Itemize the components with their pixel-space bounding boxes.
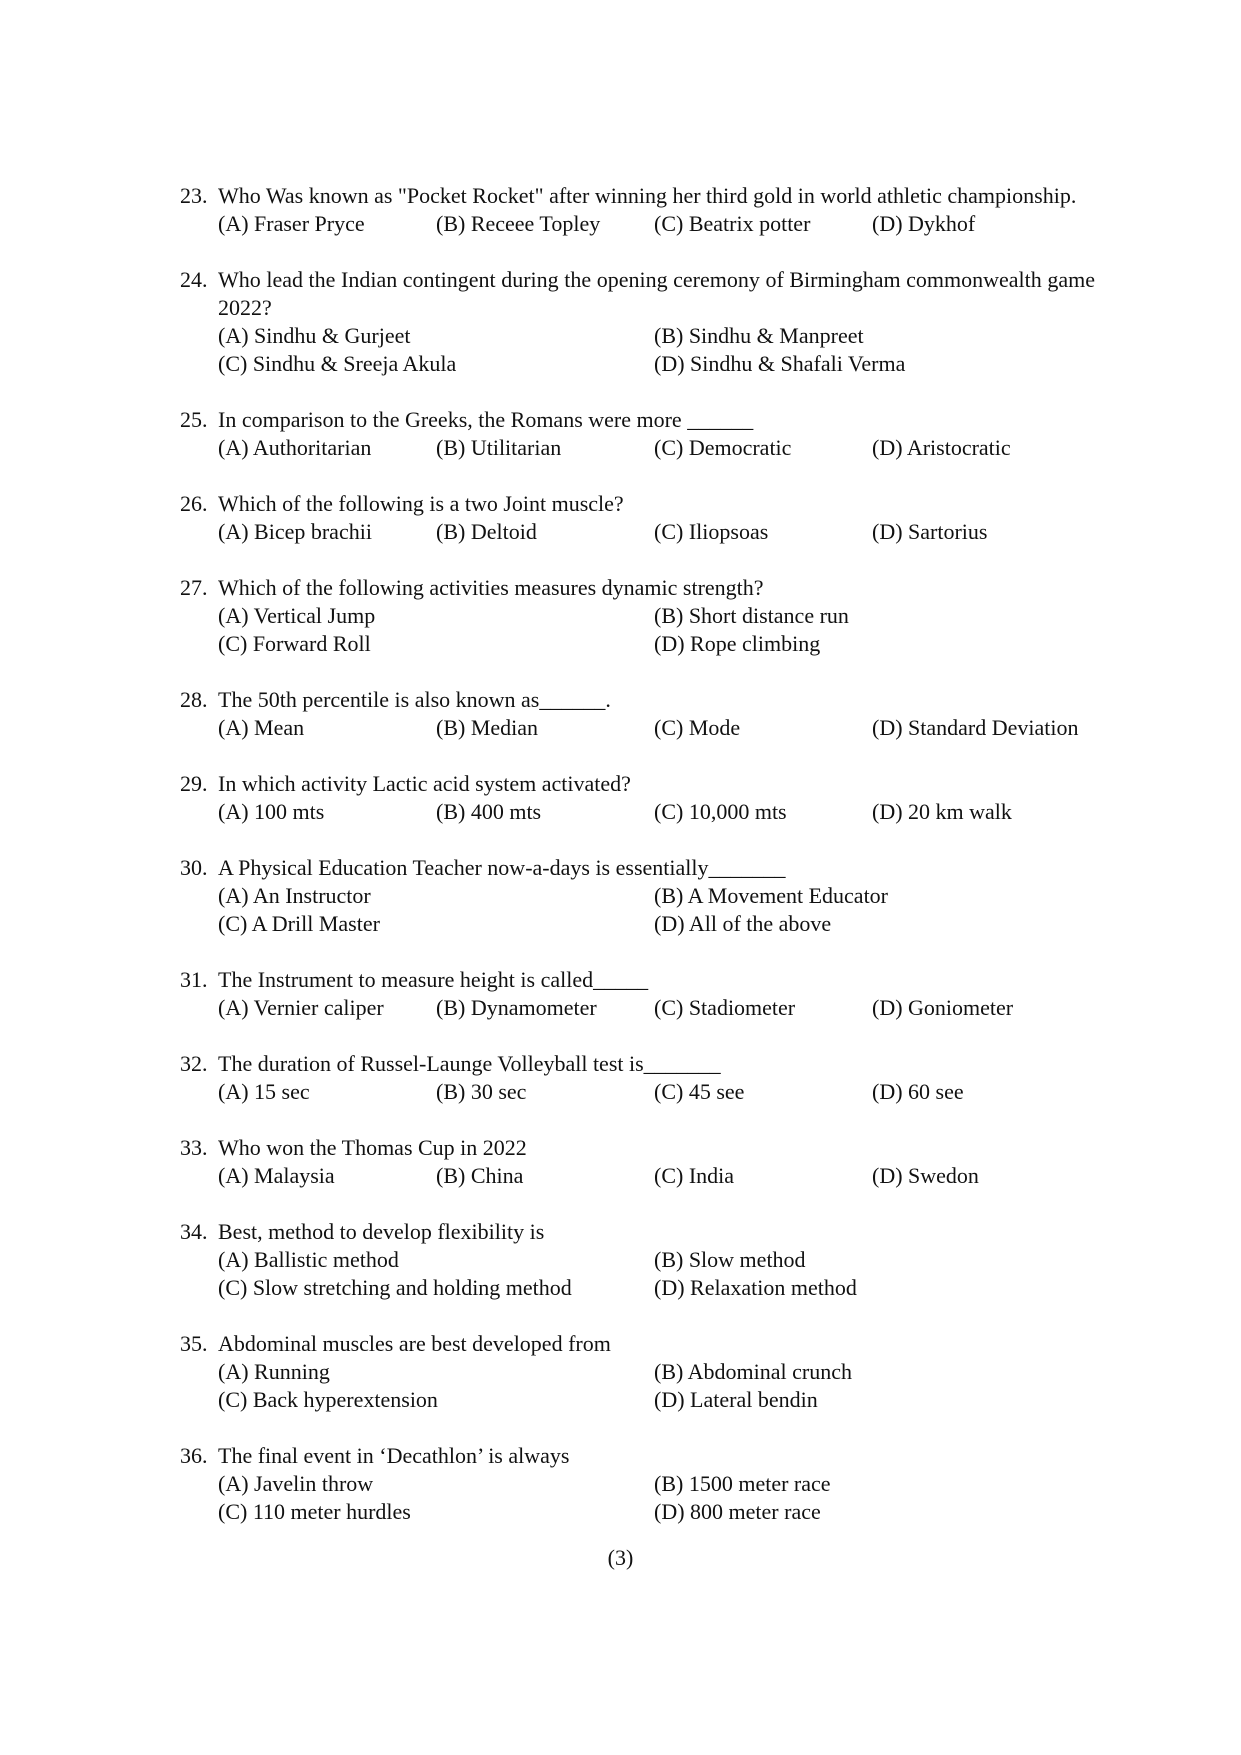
answer-option: (C) Stadiometer	[654, 995, 796, 1020]
answer-option: (A) Authoritarian	[218, 435, 372, 460]
page-number: (3)	[607, 1545, 634, 1570]
answer-option: (D) Sartorius	[872, 519, 988, 544]
answer-option: (B) Dynamometer	[436, 995, 597, 1020]
answer-option: (D) All of the above	[654, 911, 832, 936]
question-number: 28.	[180, 687, 208, 712]
answer-options	[218, 714, 1095, 742]
question-text: Who won the Thomas Cup in 2022	[218, 1135, 527, 1160]
question-stem	[180, 854, 1095, 882]
answer-option: (C) Sindhu & Sreeja Akula	[218, 351, 457, 376]
question-item	[180, 966, 1095, 1022]
answer-option: (B) Deltoid	[436, 519, 537, 544]
answer-options	[218, 994, 1095, 1022]
answer-option: (C) 45 see	[654, 1079, 745, 1104]
question-text: Best, method to develop flexibility is	[218, 1219, 545, 1244]
question-stem	[180, 182, 1095, 210]
answer-option: (D) 60 see	[872, 1079, 964, 1104]
answer-options	[218, 602, 1095, 658]
question-item	[180, 854, 1095, 938]
question-item	[180, 574, 1095, 658]
answer-options	[218, 1358, 1095, 1414]
answer-options	[218, 322, 1095, 378]
answer-option: (B) China	[436, 1163, 524, 1188]
question-number: 29.	[180, 771, 208, 796]
question-item	[180, 686, 1095, 742]
answer-options	[218, 1078, 1095, 1106]
answer-option: (B) 400 mts	[436, 799, 542, 824]
answer-option: (D) Swedon	[872, 1163, 979, 1188]
answer-option: (B) 1500 meter race	[654, 1471, 831, 1496]
answer-option: (C) India	[654, 1163, 735, 1188]
question-stem	[180, 1218, 1095, 1246]
answer-option: (A) An Instructor	[218, 883, 371, 908]
question-item	[180, 1218, 1095, 1302]
question-stem	[180, 1050, 1095, 1078]
answer-option: (B) Short distance run	[654, 603, 849, 628]
answer-option: (D) Dykhof	[872, 211, 976, 236]
answer-option: (B) Utilitarian	[436, 435, 562, 460]
answer-option: (D) Relaxation method	[654, 1275, 857, 1300]
answer-option: (C) 110 meter hurdles	[218, 1499, 411, 1524]
question-number: 34.	[180, 1219, 208, 1244]
answer-option: (D) Goniometer	[872, 995, 1014, 1020]
question-text: Who Was known as "Pocket Rocket" after winning her third gold in world athletic championship.	[218, 183, 1077, 208]
question-stem	[180, 966, 1095, 994]
answer-option: (B) Slow method	[654, 1247, 806, 1272]
question-item	[180, 770, 1095, 826]
answer-option: (D) Aristocratic	[872, 435, 1011, 460]
answer-option: (C) Beatrix potter	[654, 211, 811, 236]
answer-option: (A) Fraser Pryce	[218, 211, 365, 236]
answer-option: (A) Vernier caliper	[218, 995, 384, 1020]
answer-options	[218, 434, 1095, 462]
question-number: 35.	[180, 1331, 208, 1356]
answer-option: (A) Running	[218, 1359, 330, 1384]
question-item	[180, 266, 1095, 378]
question-item	[180, 490, 1095, 546]
answer-option: (B) 30 sec	[436, 1079, 527, 1104]
answer-options	[218, 882, 1095, 938]
question-number: 30.	[180, 855, 208, 880]
question-number: 32.	[180, 1051, 208, 1076]
question-number: 24.	[180, 267, 208, 292]
answer-option: (A) Bicep brachii	[218, 519, 372, 544]
question-stem	[180, 1330, 1095, 1358]
question-text: The duration of Russel-Launge Volleyball test is_______	[218, 1051, 721, 1076]
answer-option: (B) A Movement Educator	[654, 883, 889, 908]
question-number: 25.	[180, 407, 208, 432]
answer-options	[218, 1162, 1095, 1190]
question-number: 36.	[180, 1443, 208, 1468]
question-stem	[180, 770, 1095, 798]
question-text: Abdominal muscles are best developed from	[218, 1331, 611, 1356]
answer-option: (A) 15 sec	[218, 1079, 310, 1104]
answer-option: (C) A Drill Master	[218, 911, 380, 936]
answer-option: (B) Sindhu & Manpreet	[654, 323, 864, 348]
answer-option: (B) Receee Topley	[436, 211, 601, 236]
question-list	[180, 182, 1095, 1554]
question-number: 23.	[180, 183, 208, 208]
question-item	[180, 1050, 1095, 1106]
answer-option: (C) Forward Roll	[218, 631, 371, 656]
answer-option: (C) Democratic	[654, 435, 792, 460]
answer-option: (A) Malaysia	[218, 1163, 335, 1188]
answer-options	[218, 798, 1095, 826]
question-stem	[180, 266, 1095, 322]
answer-option: (C) Slow stretching and holding method	[218, 1275, 572, 1300]
answer-option: (A) Vertical Jump	[218, 603, 376, 628]
answer-options	[218, 210, 1095, 238]
question-item	[180, 1134, 1095, 1190]
answer-option: (A) Mean	[218, 715, 305, 740]
question-text: In comparison to the Greeks, the Romans were more ______	[218, 407, 754, 432]
question-stem	[180, 1134, 1095, 1162]
question-text: The 50th percentile is also known as______.	[218, 687, 611, 712]
question-text: The Instrument to measure height is called_____	[218, 967, 649, 992]
answer-option: (D) 20 km walk	[872, 799, 1012, 824]
answer-option: (D) Lateral bendin	[654, 1387, 818, 1412]
answer-option: (D) 800 meter race	[654, 1499, 821, 1524]
question-number: 33.	[180, 1135, 208, 1160]
answer-option: (A) Javelin throw	[218, 1471, 374, 1496]
question-text: Which of the following activities measures dynamic strength?	[218, 575, 764, 600]
answer-option: (B) Abdominal crunch	[654, 1359, 852, 1384]
question-text: Who lead the Indian contingent during the opening ceremony of Birmingham commonwealth game 2022?	[218, 267, 1095, 320]
question-text: In which activity Lactic acid system activated?	[218, 771, 631, 796]
answer-option: (B) Median	[436, 715, 539, 740]
question-stem	[180, 406, 1095, 434]
question-stem	[180, 686, 1095, 714]
answer-option: (A) 100 mts	[218, 799, 325, 824]
answer-option: (A) Sindhu & Gurjeet	[218, 323, 411, 348]
answer-option: (C) Iliopsoas	[654, 519, 769, 544]
answer-option: (D) Standard Deviation	[872, 715, 1079, 740]
answer-option: (C) Back hyperextension	[218, 1387, 438, 1412]
answer-option: (A) Ballistic method	[218, 1247, 399, 1272]
question-text: The final event in ‘Decathlon’ is always	[218, 1443, 570, 1468]
answer-option: (D) Sindhu & Shafali Verma	[654, 351, 906, 376]
question-stem	[180, 574, 1095, 602]
question-item	[180, 1442, 1095, 1526]
question-text: Which of the following is a two Joint muscle?	[218, 491, 624, 516]
question-item	[180, 1330, 1095, 1414]
answer-options	[218, 518, 1095, 546]
question-number: 31.	[180, 967, 208, 992]
question-number: 27.	[180, 575, 208, 600]
question-item	[180, 406, 1095, 462]
question-number: 26.	[180, 491, 208, 516]
question-stem	[180, 490, 1095, 518]
answer-option: (C) Mode	[654, 715, 741, 740]
answer-option: (C) 10,000 mts	[654, 799, 787, 824]
question-stem	[180, 1442, 1095, 1470]
question-text: A Physical Education Teacher now-a-days is essentially_______	[218, 855, 786, 880]
answer-option: (D) Rope climbing	[654, 631, 821, 656]
question-item	[180, 182, 1095, 238]
answer-options	[218, 1470, 1095, 1526]
answer-options	[218, 1246, 1095, 1302]
